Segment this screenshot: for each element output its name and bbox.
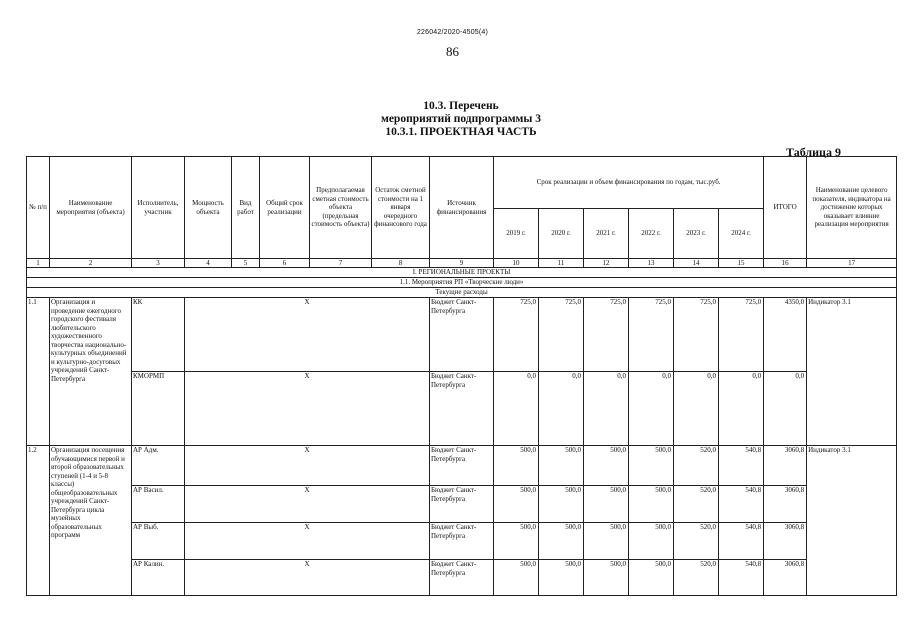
value-2024: 725,0 — [719, 298, 764, 372]
col-header-number: № п/п — [27, 157, 50, 259]
column-number: 15 — [719, 259, 764, 268]
value-2020: 725,0 — [539, 298, 584, 372]
value-2020: 500,0 — [539, 523, 584, 560]
executor-cell: АР Васил. — [132, 486, 185, 523]
col-header-2020: 2020 г. — [539, 209, 584, 259]
title-line-3: 10.3.1. ПРОЕКТНАЯ ЧАСТЬ — [385, 126, 537, 138]
column-number-row — [27, 259, 897, 268]
section-title — [0, 100, 905, 139]
value-2020: 500,0 — [539, 486, 584, 523]
value-2019: 725,0 — [494, 298, 539, 372]
value-total: 3060,8 — [764, 486, 807, 523]
col-header-name: Наименование мероприятия (объекта) — [50, 157, 132, 259]
value-2024: 540,8 — [719, 560, 764, 596]
column-number: 5 — [232, 259, 260, 268]
value-total: 0,0 — [764, 372, 807, 446]
value-2019: 500,0 — [494, 446, 539, 486]
col-header-indicator: Наименование целевого показателя, индикатора на достижение которых оказывает влияние реализация мероприятия — [807, 157, 897, 259]
value-total: 3060,8 — [764, 446, 807, 486]
value-2019: 500,0 — [494, 486, 539, 523]
col-header-period: Срок реализации и объем финансирования по годам, тыс.руб. — [494, 157, 764, 209]
column-number: 9 — [430, 259, 494, 268]
table-label: Таблица 9 — [786, 145, 841, 159]
executor-cell: АР Калин. — [132, 560, 185, 596]
value-2023: 725,0 — [674, 298, 719, 372]
column-number: 17 — [807, 259, 897, 268]
document-registration-number: 226042/2020-4505(4) — [416, 29, 489, 36]
column-number: 7 — [310, 259, 372, 268]
value-2024: 540,8 — [719, 523, 764, 560]
not-applicable-marker: Х — [185, 486, 430, 523]
value-2021: 0,0 — [584, 372, 629, 446]
col-header-total: ИТОГО — [764, 157, 807, 259]
title-line-1: 10.3. Перечень — [423, 100, 499, 112]
column-number: 13 — [629, 259, 674, 268]
measures-table — [26, 156, 897, 596]
col-header-executor: Исполнитель, участник — [132, 157, 185, 259]
table-row — [27, 486, 897, 523]
value-2022: 500,0 — [629, 486, 674, 523]
funding-source-cell: Бюджет Санкт-Петербурга — [430, 446, 494, 486]
value-2022: 500,0 — [629, 560, 674, 596]
column-number: 10 — [494, 259, 539, 268]
value-2021: 500,0 — [584, 446, 629, 486]
value-2022: 725,0 — [629, 298, 674, 372]
value-total: 3060,8 — [764, 523, 807, 560]
executor-cell: КМОРМП — [132, 372, 185, 446]
table-row — [27, 446, 897, 486]
value-2020: 500,0 — [539, 560, 584, 596]
title-line-2: мероприятий подпрограммы 3 — [380, 113, 541, 125]
indicator-cell: Индикатор 3.1 — [807, 446, 897, 596]
not-applicable-marker: Х — [185, 560, 430, 596]
executor-cell: КК — [132, 298, 185, 372]
col-header-2019: 2019 г. — [494, 209, 539, 259]
col-header-2024: 2024 г. — [719, 209, 764, 259]
subsection-heading-current-expenses: Текущие расходы — [27, 288, 897, 298]
not-applicable-marker: Х — [185, 372, 430, 446]
column-number: 4 — [185, 259, 232, 268]
column-number: 8 — [372, 259, 430, 268]
not-applicable-marker: Х — [185, 523, 430, 560]
col-header-2022: 2022 г. — [629, 209, 674, 259]
column-number: 12 — [584, 259, 629, 268]
col-header-work-type: Вид работ — [232, 157, 260, 259]
subsection-heading-creative-people: 1.1. Мероприятия РП «Творческие люди» — [27, 278, 897, 288]
value-2023: 520,0 — [674, 446, 719, 486]
value-2022: 500,0 — [629, 446, 674, 486]
value-2021: 500,0 — [584, 523, 629, 560]
col-header-2023: 2023 г. — [674, 209, 719, 259]
column-number: 1 — [27, 259, 50, 268]
value-2019: 500,0 — [494, 560, 539, 596]
value-2024: 540,8 — [719, 446, 764, 486]
not-applicable-marker: Х — [185, 298, 430, 372]
value-2023: 520,0 — [674, 560, 719, 596]
column-number: 6 — [260, 259, 310, 268]
value-2021: 725,0 — [584, 298, 629, 372]
value-2024: 540,8 — [719, 486, 764, 523]
funding-source-cell: Бюджет Санкт-Петербурга — [430, 486, 494, 523]
funding-source-cell: Бюджет Санкт-Петербурга — [430, 560, 494, 596]
value-2022: 500,0 — [629, 523, 674, 560]
table-row — [27, 560, 897, 596]
value-2022: 0,0 — [629, 372, 674, 446]
value-2024: 0,0 — [719, 372, 764, 446]
column-number: 14 — [674, 259, 719, 268]
executor-cell: АР Адм. — [132, 446, 185, 486]
col-header-remaining-cost: Остаток сметной стоимости на 1 января очередного финансового года — [372, 157, 430, 259]
value-2021: 500,0 — [584, 486, 629, 523]
col-header-capacity: Мощность объекта — [185, 157, 232, 259]
col-header-total-term: Общий срок реализации — [260, 157, 310, 259]
value-total: 4350,0 — [764, 298, 807, 372]
value-total: 3060,8 — [764, 560, 807, 596]
item-name: Организация посещения обучающимися первой и второй образовательных ступеней (1-4 и 5-8 классы) общеобразовательных учреждений Санкт-Петербурга цикла музейных образовательных программ — [50, 446, 132, 596]
section-heading-regional-projects: I. РЕГИОНАЛЬНЫЕ ПРОЕКТЫ — [27, 268, 897, 278]
item-number: 1.1 — [27, 298, 50, 446]
value-2023: 0,0 — [674, 372, 719, 446]
value-2023: 520,0 — [674, 523, 719, 560]
value-2020: 0,0 — [539, 372, 584, 446]
value-2019: 500,0 — [494, 523, 539, 560]
column-number: 2 — [50, 259, 132, 268]
column-number: 16 — [764, 259, 807, 268]
executor-cell: АР Выб. — [132, 523, 185, 560]
item-name: Организация и проведение ежегодного городского фестиваля любительского художественного творчества национально-культурных объединений и культурно-досуговых учреждений Санкт-Петербурга — [50, 298, 132, 446]
funding-source-cell: Бюджет Санкт-Петербурга — [430, 372, 494, 446]
value-2023: 520,0 — [674, 486, 719, 523]
col-header-funding-source: Источник финансирования — [430, 157, 494, 259]
column-number: 11 — [539, 259, 584, 268]
col-header-2021: 2021 г. — [584, 209, 629, 259]
value-2019: 0,0 — [494, 372, 539, 446]
value-2021: 500,0 — [584, 560, 629, 596]
col-header-estimated-cost: Предполагаемая сметная стоимость объекта (предельная стоимость объекта) — [310, 157, 372, 259]
item-number: 1.2 — [27, 446, 50, 596]
funding-source-cell: Бюджет Санкт-Петербурга — [430, 523, 494, 560]
value-2020: 500,0 — [539, 446, 584, 486]
table-row — [27, 298, 897, 372]
table-row — [27, 372, 897, 446]
page-number: 86 — [446, 44, 459, 59]
funding-source-cell: Бюджет Санкт-Петербурга — [430, 298, 494, 372]
table-row — [27, 523, 897, 560]
column-number: 3 — [132, 259, 185, 268]
indicator-cell: Индикатор 3.1 — [807, 298, 897, 446]
not-applicable-marker: Х — [185, 446, 430, 486]
